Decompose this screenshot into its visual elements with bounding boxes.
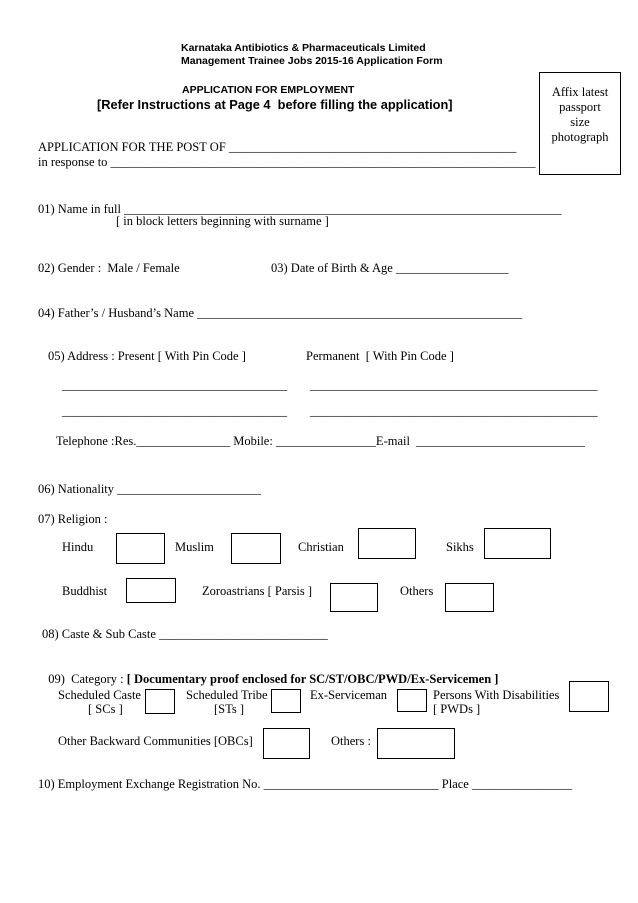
in-response-field[interactable]: in response to ____________________________________________________________________ <box>38 155 536 169</box>
photo-box-line: passport <box>559 100 601 114</box>
category-pwd-label: Persons With Disabilities <box>433 688 560 702</box>
form-subtitle: Management Trainee Jobs 2015-16 Application Form <box>181 55 443 67</box>
address-present-line-1[interactable]: ____________________________________ <box>62 378 287 392</box>
instruction-note: [Refer Instructions at Page 4 before filling the application] <box>97 97 453 112</box>
category-others-field[interactable] <box>377 728 455 759</box>
religion-zoroastrians-checkbox[interactable] <box>330 583 378 612</box>
photo-box-line: photograph <box>551 130 609 144</box>
nationality-field[interactable]: 06) Nationality _______________________ <box>38 482 261 496</box>
form-title: APPLICATION FOR EMPLOYMENT <box>182 84 355 96</box>
category-prefix: 09) Category : <box>48 672 127 686</box>
company-name: Karnataka Antibiotics & Pharmaceuticals Limited <box>181 42 426 54</box>
category-pwd-checkbox[interactable] <box>569 681 609 712</box>
religion-muslim-label: Muslim <box>175 540 214 554</box>
religion-hindu-checkbox[interactable] <box>116 533 165 564</box>
photo-box-line: Affix latest <box>551 85 609 99</box>
religion-others-checkbox[interactable] <box>445 583 494 612</box>
religion-zoroastrians-label: Zoroastrians [ Parsis ] <box>202 584 313 598</box>
post-applied-field[interactable]: APPLICATION FOR THE POST OF ______________________________________________ <box>38 140 517 154</box>
category-obc-label: Other Backward Communities [OBCs] <box>58 734 253 748</box>
category-sc-checkbox[interactable] <box>145 689 175 714</box>
father-husband-name-field[interactable]: 04) Father’s / Husband’s Name ____________________________________________________ <box>38 306 523 320</box>
religion-others-label: Others <box>400 584 434 598</box>
caste-subcaste-field[interactable]: 08) Caste & Sub Caste ___________________________ <box>42 627 328 641</box>
gender-field[interactable]: 02) Gender : Male / Female <box>38 261 180 275</box>
category-sc-label: Scheduled Caste <box>58 688 141 702</box>
category-obc-checkbox[interactable] <box>263 728 310 759</box>
name-hint: [ in block letters beginning with surname ] <box>116 214 329 228</box>
photo-box-line: size <box>570 115 590 129</box>
religion-sikhs-checkbox[interactable] <box>484 528 551 559</box>
religion-buddhist-checkbox[interactable] <box>126 578 176 603</box>
telephone-mobile-email-field[interactable]: Telephone :Res._______________ Mobile: ________________E-mail ___________________________ <box>56 434 585 448</box>
category-proof-note: [ Documentary proof enclosed for SC/ST/OBC/PWD/Ex-Servicemen ] <box>126 672 499 686</box>
religion-christian-checkbox[interactable] <box>358 528 416 559</box>
religion-christian-label: Christian <box>298 540 344 554</box>
category-sc-short: [ SCs ] <box>88 702 123 716</box>
photo-box[interactable] <box>539 72 621 175</box>
religion-hindu-label: Hindu <box>62 540 94 554</box>
category-pwd-short: [ PWDs ] <box>433 702 481 716</box>
address-permanent-line-2[interactable]: ______________________________________________ <box>310 404 598 418</box>
dob-age-field[interactable]: 03) Date of Birth & Age __________________ <box>271 261 509 275</box>
religion-sikhs-label: Sikhs <box>446 540 474 554</box>
address-permanent-label: Permanent [ With Pin Code ] <box>306 349 454 363</box>
employment-exchange-field[interactable]: 10) Employment Exchange Registration No. ____________________________ Place ________________ <box>38 777 572 791</box>
address-present-line-2[interactable]: ____________________________________ <box>62 404 287 418</box>
religion-muslim-checkbox[interactable] <box>231 533 281 564</box>
full-name-field[interactable]: 01) Name in full ______________________________________________________________________ <box>38 202 562 216</box>
category-st-label: Scheduled Tribe <box>186 688 268 702</box>
address-present-label: 05) Address : Present [ With Pin Code ] <box>48 349 246 363</box>
religion-label: 07) Religion : <box>38 512 108 526</box>
address-permanent-line-1[interactable]: ______________________________________________ <box>310 378 598 392</box>
category-ex-label: Ex-Serviceman <box>310 688 388 702</box>
category-st-short: [STs ] <box>214 702 245 716</box>
category-others-label: Others : <box>331 734 371 748</box>
category-label <box>42 657 498 687</box>
religion-buddhist-label: Buddhist <box>62 584 108 598</box>
category-ex-checkbox[interactable] <box>397 689 427 712</box>
category-st-checkbox[interactable] <box>271 689 301 713</box>
